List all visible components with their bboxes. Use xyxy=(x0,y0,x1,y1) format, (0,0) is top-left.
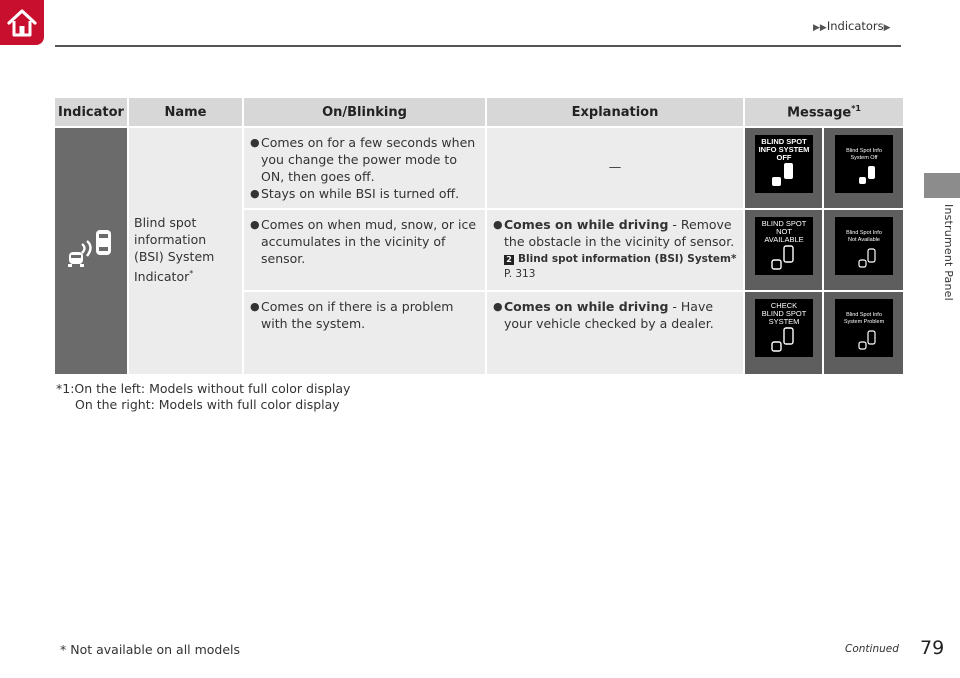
message-screen-line: Not Available xyxy=(847,237,880,243)
message-screen-line: Blind Spot Info xyxy=(845,312,882,318)
message-screen-line: BLIND SPOT xyxy=(761,219,806,228)
indicator-name: Blind spot information (BSI) System Indicator xyxy=(134,215,215,285)
message-cell-left xyxy=(745,128,822,208)
bullet-text: Stays on while BSI is turned off. xyxy=(261,186,460,201)
indicator-table xyxy=(53,96,905,376)
bullet-item xyxy=(250,298,479,332)
message-screen-line: SYSTEM xyxy=(768,317,799,326)
explanation-cell xyxy=(487,210,743,290)
page-number: 79 xyxy=(920,637,945,659)
bullet-item xyxy=(493,216,737,250)
message-screen-mono xyxy=(755,299,813,357)
header-on-blinking: On/Blinking xyxy=(244,98,485,126)
bullet-text: Comes on when mud, snow, or ice accumulates in the vicinity of sensor. xyxy=(261,217,477,266)
footnote-line: On the right: Models with full color display xyxy=(75,397,340,412)
message-cell-right xyxy=(824,292,903,374)
indicator-name-cell xyxy=(129,128,242,374)
header-indicator: Indicator xyxy=(55,98,127,126)
message-screen-line: BLIND SPOT xyxy=(760,137,807,146)
message-cell-left xyxy=(745,210,822,290)
explanation-cell xyxy=(487,292,743,374)
breadcrumb-arrow-icon: ▶ xyxy=(883,23,891,33)
bullet-icon: ● xyxy=(250,136,260,149)
bullet-icon: ● xyxy=(250,187,260,200)
message-screen-mono xyxy=(755,135,813,193)
message-screen-line: AVAILABLE xyxy=(763,235,804,244)
header-explanation: Explanation xyxy=(487,98,743,126)
bullet-item xyxy=(250,216,479,267)
not-available-mark: * xyxy=(189,269,194,278)
bullet-icon: ● xyxy=(250,300,260,313)
message-screen-color xyxy=(835,299,893,357)
continued-label: Continued xyxy=(845,643,899,655)
not-available-note: * Not available on all models xyxy=(60,642,241,657)
bullet-item xyxy=(250,185,479,202)
home-icon xyxy=(5,6,39,40)
cross-reference-title: Blind spot information (BSI) System xyxy=(518,253,731,265)
section-tab[interactable] xyxy=(924,173,960,198)
message-screen-line: OFF xyxy=(776,153,791,162)
message-screen-line: System Problem xyxy=(843,319,884,325)
indicator-cell xyxy=(55,128,127,374)
cross-reference-page: P. 313 xyxy=(504,268,536,280)
header-message-footnote-mark: *1 xyxy=(851,103,861,113)
on-blinking-cell xyxy=(244,128,485,208)
message-screen-line: Blind Spot Info xyxy=(845,230,882,236)
cross-reference[interactable] xyxy=(504,252,737,282)
message-screen-line: CHECK xyxy=(770,301,797,310)
on-blinking-cell xyxy=(244,210,485,290)
cross-reference-arrow-icon: 2 xyxy=(504,255,514,265)
table-footnote xyxy=(56,381,350,413)
message-screen-color xyxy=(835,217,893,275)
table-header-row xyxy=(55,98,903,126)
table-row xyxy=(55,128,903,208)
home-button[interactable] xyxy=(0,0,44,45)
explanation-bold: Comes on while driving xyxy=(504,299,669,314)
bullet-item xyxy=(493,298,737,332)
breadcrumb[interactable] xyxy=(813,19,891,33)
message-cell-right xyxy=(824,128,903,208)
breadcrumb-arrow-icon: ▶▶ xyxy=(813,23,827,33)
message-screen-mono xyxy=(755,217,813,275)
bullet-icon: ● xyxy=(493,300,503,313)
header-rule xyxy=(55,45,901,47)
bullet-icon: ● xyxy=(250,218,260,231)
explanation-bold: Comes on while driving xyxy=(504,217,669,232)
bullet-item xyxy=(250,134,479,185)
header-message-label: Message xyxy=(787,105,852,121)
not-available-mark: * xyxy=(731,253,737,265)
message-cell-left xyxy=(745,292,822,374)
message-screen-line: BLIND SPOT xyxy=(761,309,806,318)
message-screen-line: NOT xyxy=(775,227,792,236)
footnote-line: *1:On the left: Models without full color display xyxy=(56,381,351,396)
on-blinking-cell xyxy=(244,292,485,374)
message-screen-line: System Off xyxy=(849,155,878,161)
header-name: Name xyxy=(129,98,242,126)
explanation-text: - Remove the obstacle in the vicinity of sensor. xyxy=(504,217,735,249)
message-cell-right xyxy=(824,210,903,290)
header-message xyxy=(745,98,903,126)
explanation-text: - Have your vehicle checked by a dealer. xyxy=(504,299,714,331)
message-screen-line: INFO SYSTEM xyxy=(758,145,809,154)
explanation-cell xyxy=(487,128,743,208)
bullet-icon: ● xyxy=(493,218,503,231)
bullet-text: Comes on for a few seconds when you change the power mode to ON, then goes off. xyxy=(261,135,476,184)
message-screen-line: Blind Spot Info xyxy=(845,148,882,154)
blind-spot-indicator-icon xyxy=(61,219,121,279)
explanation-empty-dash: — xyxy=(608,159,622,174)
bullet-text: Comes on if there is a problem with the system. xyxy=(261,299,454,331)
breadcrumb-label: Indicators xyxy=(826,19,884,33)
section-tab-label: Instrument Panel xyxy=(942,204,955,301)
message-screen-color xyxy=(835,135,893,193)
